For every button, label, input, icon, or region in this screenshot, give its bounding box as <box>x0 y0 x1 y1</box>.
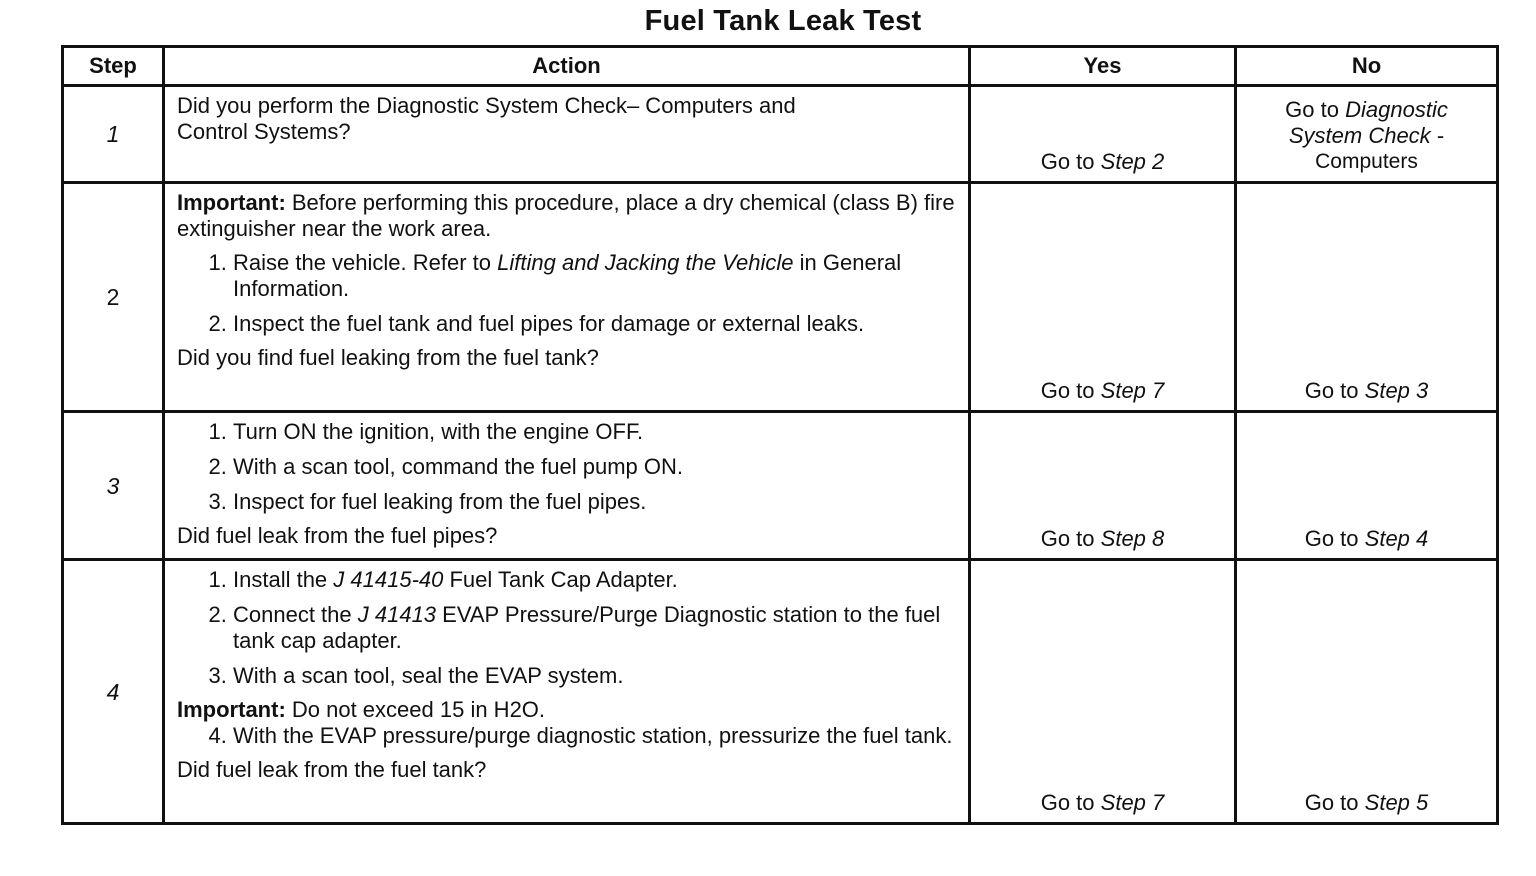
yes-step-link[interactable]: Step 2 <box>1100 149 1165 174</box>
yes-prefix: Go to <box>1040 526 1095 551</box>
no-cell[interactable] <box>1236 560 1498 824</box>
yes-cell[interactable] <box>970 560 1236 824</box>
diagnostic-table <box>61 45 1499 825</box>
tool-reference[interactable]: J 41415-40 <box>333 567 444 592</box>
important-label: Important: <box>177 190 286 215</box>
list-item: 1. Raise the vehicle. Refer to Lifting and Jacking the Vehicle in General Information. <box>233 250 958 302</box>
important-label: Important: <box>177 697 286 722</box>
yes-cell[interactable] <box>970 183 1236 412</box>
no-cell[interactable] <box>1236 412 1498 560</box>
step-number: 1 <box>63 86 164 183</box>
list-item: 2. With a scan tool, command the fuel pump ON. <box>233 454 958 480</box>
list-item: 4. With the EVAP pressure/purge diagnostic station, pressurize the fuel tank. <box>233 723 958 749</box>
header-step: Step <box>63 47 164 86</box>
header-row <box>63 47 1498 86</box>
list-item: 1. Turn ON the ignition, with the engine OFF. <box>233 419 958 445</box>
action-cell <box>164 183 970 412</box>
yes-step-link[interactable]: Step 8 <box>1100 526 1165 551</box>
header-yes: Yes <box>970 47 1236 86</box>
no-prefix: Go to <box>1304 790 1359 815</box>
no-cell[interactable] <box>1236 86 1498 183</box>
table-row-step-3 <box>63 412 1498 560</box>
yes-prefix: Go to <box>1040 790 1095 815</box>
question-text-cont: Control Systems? <box>177 119 351 144</box>
yes-prefix: Go to <box>1040 378 1095 403</box>
step-number: 4 <box>63 560 164 824</box>
step-number: 3 <box>63 412 164 560</box>
procedure-list <box>177 567 958 689</box>
no-ref-link-cont[interactable]: System Check <box>1288 123 1431 148</box>
no-step-link[interactable]: Step 5 <box>1364 790 1429 815</box>
no-prefix: Go to <box>1285 97 1339 122</box>
action-cell <box>164 86 970 183</box>
tool-reference[interactable]: J 41413 <box>357 602 437 627</box>
procedure-list-cont <box>177 723 958 749</box>
list-item: 1. Install the J 41415-40 Fuel Tank Cap Adapter. <box>233 567 958 593</box>
no-ref-link[interactable]: Diagnostic <box>1345 97 1448 122</box>
important-text: Do not exceed 15 in H2O. <box>285 697 546 722</box>
procedure-list <box>177 419 958 515</box>
no-step-link[interactable]: Step 3 <box>1364 378 1429 403</box>
step-number: 2 <box>63 183 164 412</box>
header-no: No <box>1236 47 1498 86</box>
yes-prefix: Go to <box>1040 149 1095 174</box>
list-item: 2. Inspect the fuel tank and fuel pipes for damage or external leaks. <box>233 311 958 337</box>
important-note <box>177 190 958 242</box>
important-note <box>177 697 958 723</box>
list-item: 2. Connect the J 41413 EVAP Pressure/Purge Diagnostic station to the fuel tank cap adapter. <box>233 602 958 654</box>
table-row-step-2 <box>63 183 1498 412</box>
yes-step-link[interactable]: Step 7 <box>1100 378 1165 403</box>
no-ref-line3: Computers <box>1315 150 1418 173</box>
table-row-step-4 <box>63 560 1498 824</box>
action-cell <box>164 412 970 560</box>
list-item: 3. With a scan tool, seal the EVAP system. <box>233 663 958 689</box>
table-row-step-1 <box>63 86 1498 183</box>
no-prefix: Go to <box>1304 526 1359 551</box>
yes-step-link[interactable]: Step 7 <box>1100 790 1165 815</box>
important-text: Before performing this procedure, place a dry chemical (class B) fire extinguisher near the work area. <box>177 190 955 241</box>
question-text: Did fuel leak from the fuel tank? <box>177 757 487 782</box>
question-text: Did fuel leak from the fuel pipes? <box>177 523 498 548</box>
header-action: Action <box>164 47 970 86</box>
yes-cell[interactable] <box>970 412 1236 560</box>
page-title: Fuel Tank Leak Test <box>644 5 922 37</box>
action-cell <box>164 560 970 824</box>
no-cell[interactable] <box>1236 183 1498 412</box>
list-item: 3. Inspect for fuel leaking from the fuel pipes. <box>233 489 958 515</box>
question-text: Did you find fuel leaking from the fuel tank? <box>177 345 599 370</box>
reference-link[interactable]: Lifting and Jacking the Vehicle <box>497 250 794 275</box>
question-text: Did you perform the Diagnostic System Check– Computers and <box>177 93 796 118</box>
yes-cell[interactable] <box>970 86 1236 183</box>
no-prefix: Go to <box>1304 378 1359 403</box>
no-step-link[interactable]: Step 4 <box>1364 526 1429 551</box>
procedure-list <box>177 250 958 337</box>
no-suffix: - <box>1436 123 1445 148</box>
